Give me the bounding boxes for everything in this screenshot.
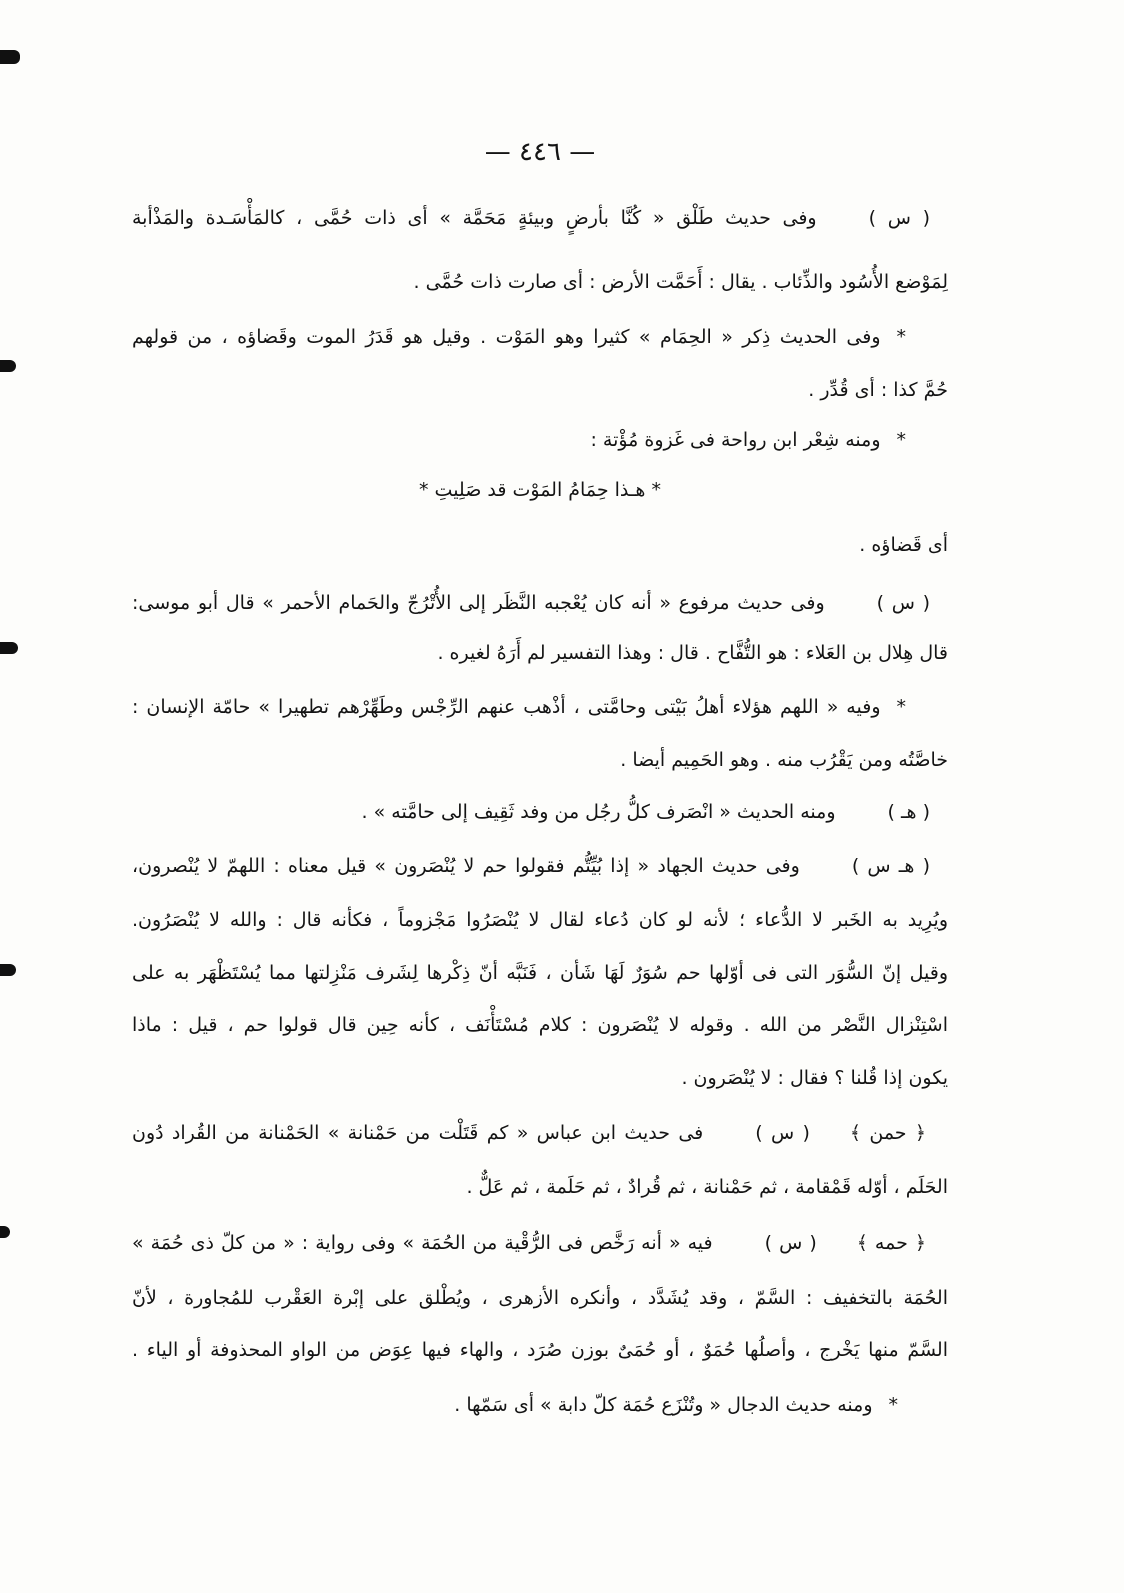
line-text: السَّمّ منها يَخْرج ، وأصلُها حُمَوٌ ، أو حُمَىٌ بوزن صُرَد ، والهاء فيها عِوَض من الواو المحذوفة أو الياء . [132,1339,948,1361]
source-marker: ( س ) [764,1232,817,1254]
star-marker: * [896,429,906,451]
line-text: اسْتِنْزال النَّصْر من الله . وقوله لا يُنْصَرون : كلام مُسْتَأْنَف ، كأنه حِين قال قولوا حم ، قيل : ماذا [132,1014,948,1036]
text-line [132,420,948,460]
text-line [132,846,948,886]
text-line [132,1167,948,1207]
text-line [132,633,948,673]
line-text: فيه « أنه رَخَّص فى الرُّقْية من الحُمَة » وفى رواية : « من كلّ ذى حُمَة » [132,1232,713,1254]
line-text: ومنه حديث الدجال « وتُنْزَع حُمَة كلّ دابة » أى سَمّها . [454,1394,873,1416]
line-text: الحُمَة بالتخفيف : السَّمّ ، وقد يُشَدَّد ، وأنكره الأزهرى ، ويُطْلق على إبْرة العَقْرب للمُجاورة ، لأنّ [132,1287,948,1309]
text-line [132,792,948,832]
verse-text: * هـذا حِمَامُ المَوْت قد صَلِيتِ * [419,479,661,501]
binding-hole-mark [0,360,16,372]
line-text: حُمَّ كذا : أى قُدِّر . [808,379,948,401]
star-marker: * [896,696,906,718]
line-text: لِمَوْضع الأُسُود والذِّئاب . يقال : أَحَمَّت الأرض : أى صارت ذات حُمَّى . [413,271,948,293]
text-line [132,198,948,238]
line-text: قال هِلال بن العَلاء : هو التُّفَّاح . قال : وهذا التفسير لم أَرَهُ لغيره . [437,642,948,664]
text-line [132,525,948,565]
binding-hole-mark [0,642,18,654]
star-marker: * [896,326,906,348]
binding-hole-mark [0,1226,10,1238]
line-text: ويُرِيد به الخَبر لا الدُّعاء ؛ لأنه لو كان دُعاء لقال لا يُنْصَرُوا مَجْزوماً ، فكأنه قال : والله لا يُنْصَرُون. [132,909,948,931]
line-text: وفى حديث مرفوع « أنه كان يُعْجبه النَّظَر إلى الأُتْرُجّ والحَمام الأحمر » قال أبو موسى: [132,592,825,614]
text-line [132,953,948,993]
binding-hole-mark [0,50,20,64]
line-text: وقيل إنّ السُّوَر التى فى أوّلها حم سُوَرٌ لَهَا شَأن ، فَنَبَّه أنّ ذِكْرها لِشَرف مَنْزِلتها مما يُسْتَظْهَر به على [132,962,948,984]
source-marker: ( س ) [868,207,930,229]
source-marker: ( س ) [755,1122,810,1144]
star-marker: * [888,1394,898,1416]
source-marker: ( هـ س ) [851,855,930,877]
text-line [132,1058,948,1098]
text-line [132,740,948,780]
line-text: الحَلَم ، أوّله قَمْقامة ، ثم حَمْنانة ، ثم قُرادٌ ، ثم حَلَمة ، ثم عَلٌّ . [466,1176,948,1198]
line-text: وفى حديث الجهاد « إذا بُيِّتُّم فقولوا حم لا يُنْصَرون » قيل معناه : اللهمّ لا يُنْصرون، [132,855,800,877]
entry-line [132,1223,948,1263]
binding-hole-mark [0,964,16,976]
entry-headword: ﴿ حمه ﴾ [856,1232,926,1254]
text-line [132,317,948,357]
entry-line [132,1113,948,1153]
line-text: أى قَضاؤه . [859,534,948,556]
line-text: وفى الحديث ذِكر « الحِمَام » كثيرا وهو المَوْت . وقيل هو قَدَرُ الموت وقَضاؤه ، من قولهم [132,326,881,348]
line-text: وفى حديث طَلْق « كُنَّا بأرضٍ وبيئةٍ مَحَمَّة » أى ذات حُمَّى ، كالمَأْسَـدة والمَذْأبة [132,207,817,229]
text-line [132,1278,948,1318]
line-text: وفيه « اللهم هؤلاء أهلُ بَيْتى وحامَّتى ، أذْهب عنهم الرِّجْس وطَهِّرْهم تطهيرا » حامّة الإنسان : [132,696,881,718]
text-line [132,583,948,623]
line-text: يكون إذا قُلنا ؟ فقال : لا يُنْصَرون . [681,1067,948,1089]
page-number: — ٤٤٦ — [484,137,596,167]
source-marker: ( س ) [876,592,930,614]
source-marker: ( هـ ) [887,801,930,823]
line-text: ومنه الحديث « انْصَرف كلُّ رجُل من وفد ثَقِيف إلى حامَّته » . [361,801,836,823]
text-line [132,687,948,727]
text-line [132,370,948,410]
line-text: خاصَّتُه ومن يَقْرُب منه . وهو الحَمِيم أيضا . [620,749,948,771]
verse-line [132,470,948,510]
entry-headword: ﴿ حمن ﴾ [849,1122,926,1144]
text-line [132,900,948,940]
text-line [132,1330,948,1370]
line-text: ومنه شِعْر ابن رواحة فى غَزوة مُؤْتة : [590,429,881,451]
text-line [132,1005,948,1045]
line-text: فى حديث ابن عباس « كم قَتَلْت من حَمْنانة » الحَمْنانة من القُراد دُون [132,1122,704,1144]
text-line [132,262,948,302]
text-line [132,1385,948,1425]
